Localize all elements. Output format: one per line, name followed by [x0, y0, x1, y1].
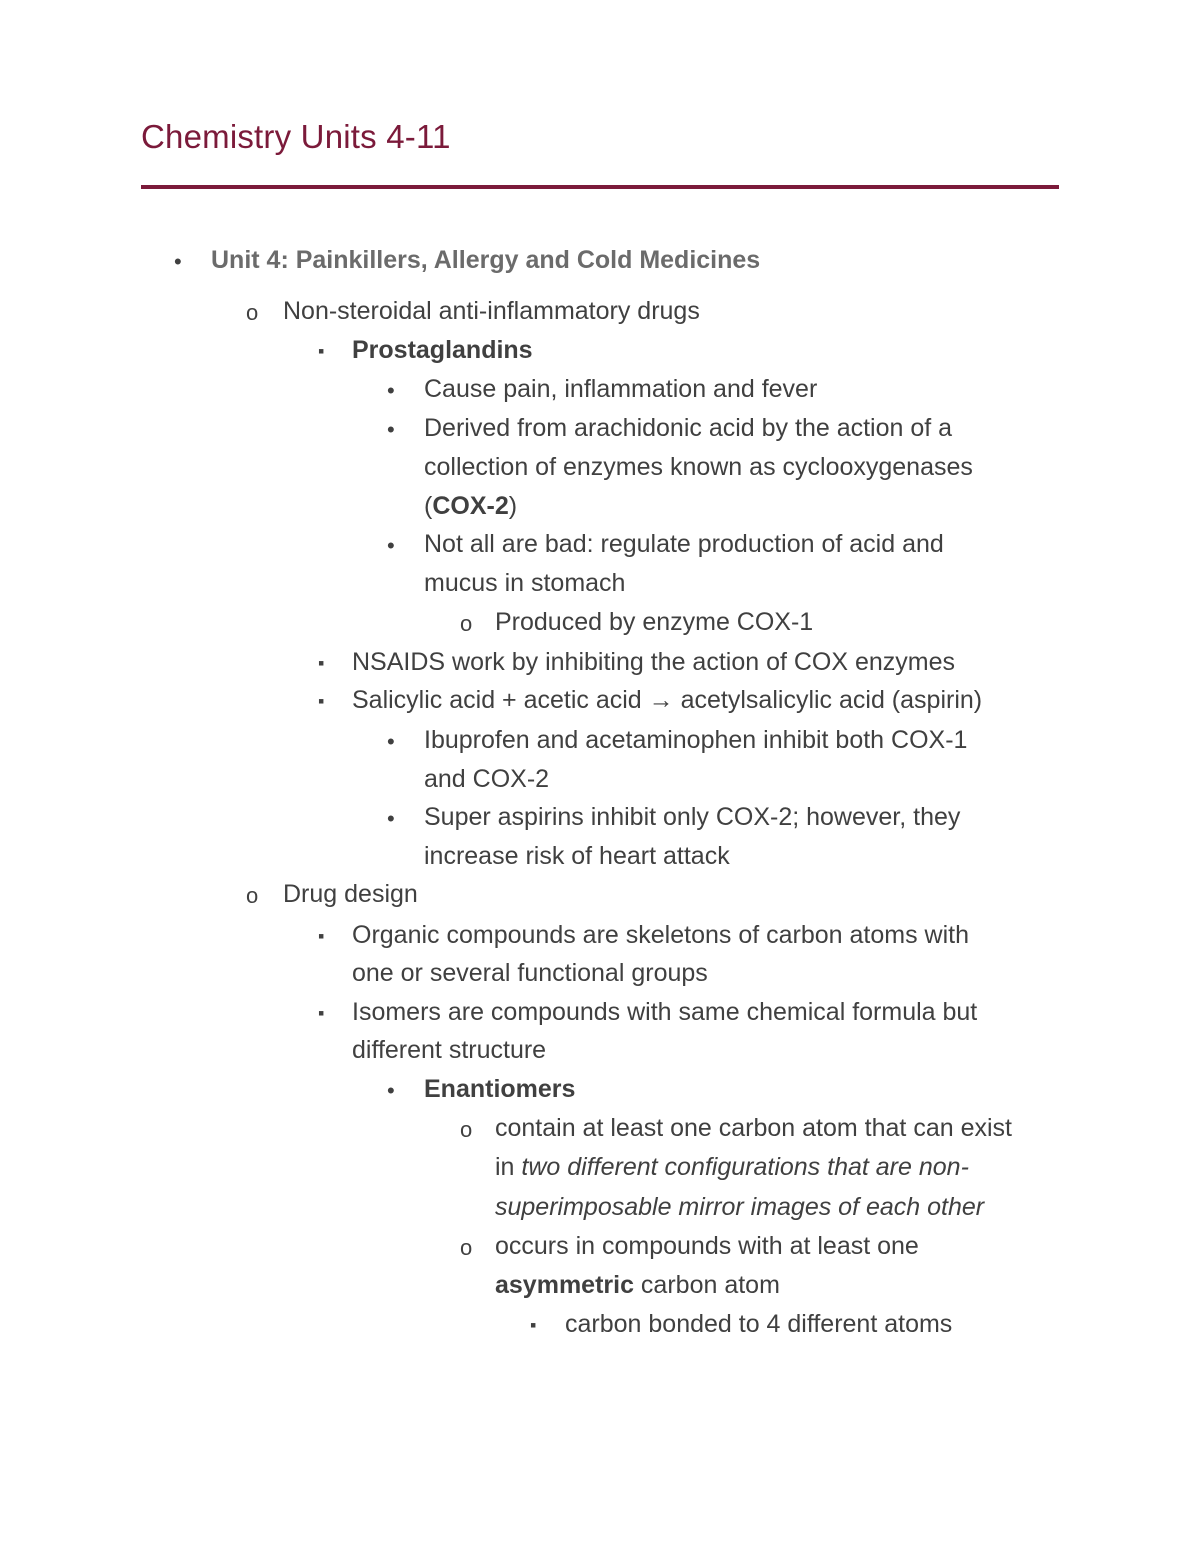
paren-open: (: [424, 492, 433, 520]
list-item-continued: [495, 1148, 969, 1187]
list-item: Produced by enzyme COX-1: [495, 608, 814, 636]
list-item: Cause pain, inflammation and fever: [424, 375, 818, 403]
bullet-circle: [460, 604, 472, 645]
bullet-square: [318, 917, 324, 956]
list-item: Ibuprofen and acetaminophen inhibit both COX-1: [424, 726, 968, 754]
bullet-square: [318, 994, 324, 1033]
list-item-continued: and COX-2: [424, 765, 550, 793]
list-item-continued: [495, 1266, 780, 1305]
italic-text: two different configurations that are non-: [521, 1153, 969, 1181]
list-item: [352, 681, 982, 720]
bullet-dot: [387, 410, 395, 451]
list-item: Organic compounds are skeletons of carbon atoms with: [352, 921, 969, 949]
list-item: Drug design: [283, 880, 418, 908]
bullet-square: [318, 332, 324, 371]
list-item: contain at least one carbon atom that can exist: [495, 1114, 1012, 1142]
list-item: Prostaglandins: [352, 336, 533, 364]
bullet-circle: [460, 1110, 472, 1151]
bullet-circle: [460, 1228, 472, 1269]
reaction-product: acetylsalicylic acid (aspirin): [680, 686, 983, 714]
bullet-circle: [246, 876, 258, 917]
bullet-circle: [246, 293, 258, 334]
bullet-dot: [387, 722, 395, 763]
reaction-reactants: Salicylic acid + acetic acid: [352, 686, 642, 714]
arrow-icon: →: [648, 686, 674, 714]
bold-text: asymmetric: [495, 1271, 634, 1299]
list-item-continued: different structure: [352, 1036, 547, 1064]
paren-close: ): [508, 492, 518, 520]
list-item-continued: mucus in stomach: [424, 569, 626, 597]
list-item-continued: collection of enzymes known as cyclooxygenases: [424, 453, 973, 481]
title-rule: [141, 185, 1059, 189]
list-item: carbon bonded to 4 different atoms: [565, 1310, 953, 1338]
list-item: occurs in compounds with at least one: [495, 1232, 919, 1260]
list-item-continued: increase risk of heart attack: [424, 842, 730, 870]
bullet-square: [318, 682, 324, 721]
list-item-continued: [424, 487, 517, 526]
list-item: Enantiomers: [424, 1075, 576, 1103]
unit-heading: Unit 4: Painkillers, Allergy and Cold Medicines: [211, 246, 761, 274]
list-item: Isomers are compounds with same chemical formula but: [352, 998, 978, 1026]
cox2-emphasis: COX-2: [432, 492, 509, 520]
plain-text: carbon atom: [633, 1271, 780, 1299]
list-item: NSAIDS work by inhibiting the action of COX enzymes: [352, 648, 956, 676]
list-item: Derived from arachidonic acid by the action of a: [424, 414, 953, 442]
bullet-dot: [387, 1071, 395, 1112]
bullet-dot: [387, 526, 395, 567]
bullet-square: [318, 644, 324, 683]
list-item-continued: one or several functional groups: [352, 959, 708, 987]
plain-text: in: [495, 1153, 522, 1181]
list-item-continued: superimposable mirror images of each other: [495, 1193, 985, 1221]
bullet-dot: [174, 242, 182, 283]
bullet-dot: [387, 799, 395, 840]
page-title: Chemistry Units 4-11: [141, 118, 451, 155]
bullet-square: [530, 1306, 536, 1345]
list-item: Non-steroidal anti-inflammatory drugs: [283, 297, 700, 325]
list-item: Super aspirins inhibit only COX-2; however, they: [424, 803, 961, 831]
list-item: Not all are bad: regulate production of acid and: [424, 530, 944, 558]
bullet-dot: [387, 371, 395, 412]
